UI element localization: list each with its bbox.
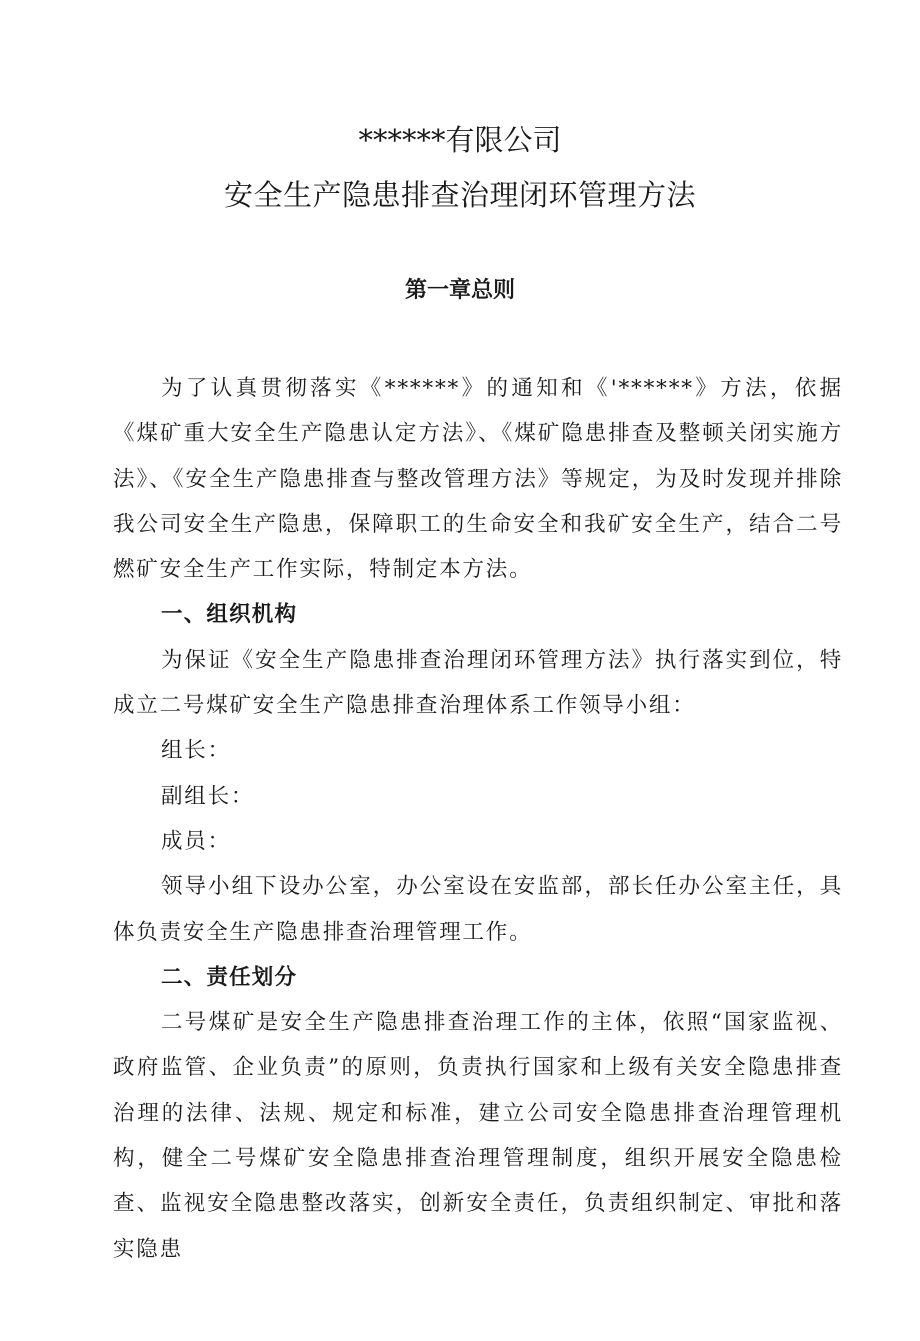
chapter-title: 第一章总则 bbox=[404, 278, 515, 303]
intro-paragraph: 为了认真贯彻落实《******》的通知和《'******》方法，依据《煤矿重大安全生产隐患认定方法》、《煤矿隐患排查及整顿关闭实施方法》、《安全生产隐患排查与整改管理方法》等规定，为及时发现并排除我公司安全生产隐患，保障职工的生命安全和我矿安全生产，结合二号燃矿安全生产工作实际，特制定本方法。 bbox=[113, 376, 843, 583]
responsibility-paragraph: 二号煤矿是安全生产隐患排查治理工作的主体，依照“国家监视、政府监管、企业负责”的原则，负责执行国家和上级有关安全隐患排查治理的法律、法规、规定和标准，建立公司安全隐患排查治理管理机构，健全二号煤矿安全隐患排查治理管理制度，组织开展安全隐患检查、监视安全隐患整改落实，创新安全责任，负责组织制定、审批和落实隐患 bbox=[113, 1010, 843, 1262]
leader-line: 组长： bbox=[161, 738, 231, 764]
deputy-leader-line: 副组长： bbox=[161, 783, 255, 809]
section-heading-organization: 一、组织机构 bbox=[161, 602, 298, 628]
organization-paragraph: 为保证《安全生产隐患排查治理闭环管理方法》执行落实到位，特成立二号煤矿安全生产隐患排查治理体系工作领导小组： bbox=[113, 647, 843, 719]
members-line: 成员： bbox=[161, 828, 231, 854]
section-heading-responsibility: 二、责任划分 bbox=[161, 964, 298, 990]
company-title: ******有限公司 bbox=[358, 123, 562, 157]
office-paragraph: 领导小组下设办公室，办公室设在安监部，部长任办公室主任，具体负责安全生产隐患排查治理管理工作。 bbox=[113, 874, 843, 945]
document-body bbox=[113, 366, 843, 1272]
main-title: 安全生产隐患排查治理闭环管理方法 bbox=[223, 178, 696, 212]
